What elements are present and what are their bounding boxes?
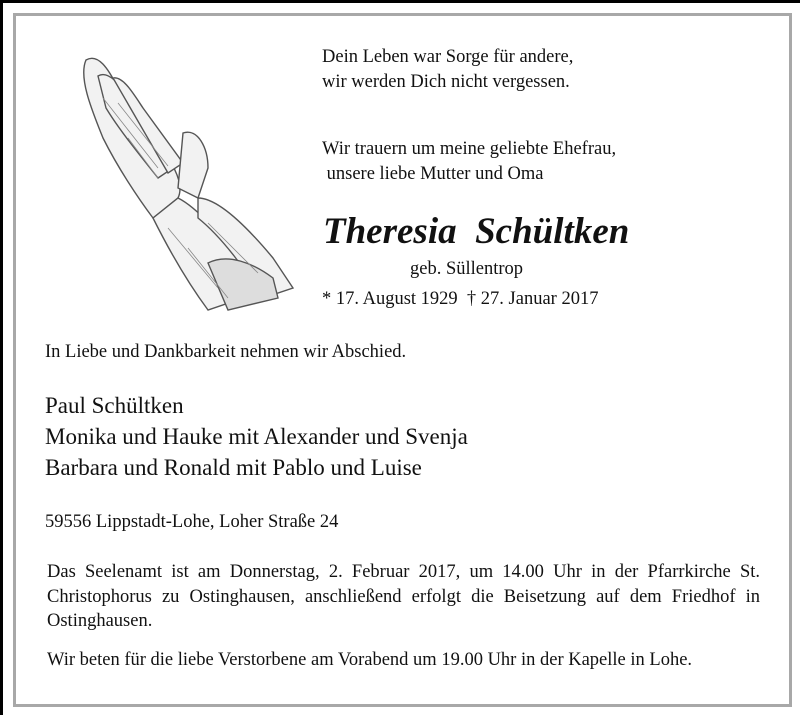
birth-name: geb. Süllentrop bbox=[410, 259, 524, 279]
address: 59556 Lippstadt-Lohe, Loher Straße 24 bbox=[45, 512, 339, 532]
praying-hands-illustration bbox=[58, 48, 298, 313]
obituary-notice bbox=[3, 3, 800, 715]
motto-line-1: Dein Leben war Sorge für andere, bbox=[322, 47, 574, 67]
prayer-details: Wir beten für die liebe Verstorbene am Vorabend um 19.00 Uhr in der Kapelle in Lohe. bbox=[47, 650, 693, 670]
motto-line-2: wir werden Dich nicht vergessen. bbox=[322, 72, 570, 92]
mourner-line: Paul Schültken bbox=[45, 393, 184, 418]
service-details: Das Seelenamt ist am Donnerstag, 2. Februar 2017, um 14.00 Uhr in der Pfarrkirche St. Christophorus zu Ostinghausen, anschließend erfolgt die Beisetzung auf dem Friedhof in Ostinghausen. bbox=[47, 562, 760, 631]
mourner-line: Monika und Hauke mit Alexander und Svenja bbox=[45, 424, 468, 449]
intro-line-2: unsere liebe Mutter und Oma bbox=[322, 164, 544, 184]
life-dates: * 17. August 1929 † 27. Januar 2017 bbox=[322, 289, 599, 309]
farewell-text: In Liebe und Dankbarkeit nehmen wir Abschied. bbox=[45, 342, 407, 362]
intro-line-1: Wir trauern um meine geliebte Ehefrau, bbox=[322, 139, 617, 159]
deceased-name: Theresia Schültken bbox=[323, 211, 630, 252]
mourner-line: Barbara und Ronald mit Pablo und Luise bbox=[45, 455, 422, 480]
